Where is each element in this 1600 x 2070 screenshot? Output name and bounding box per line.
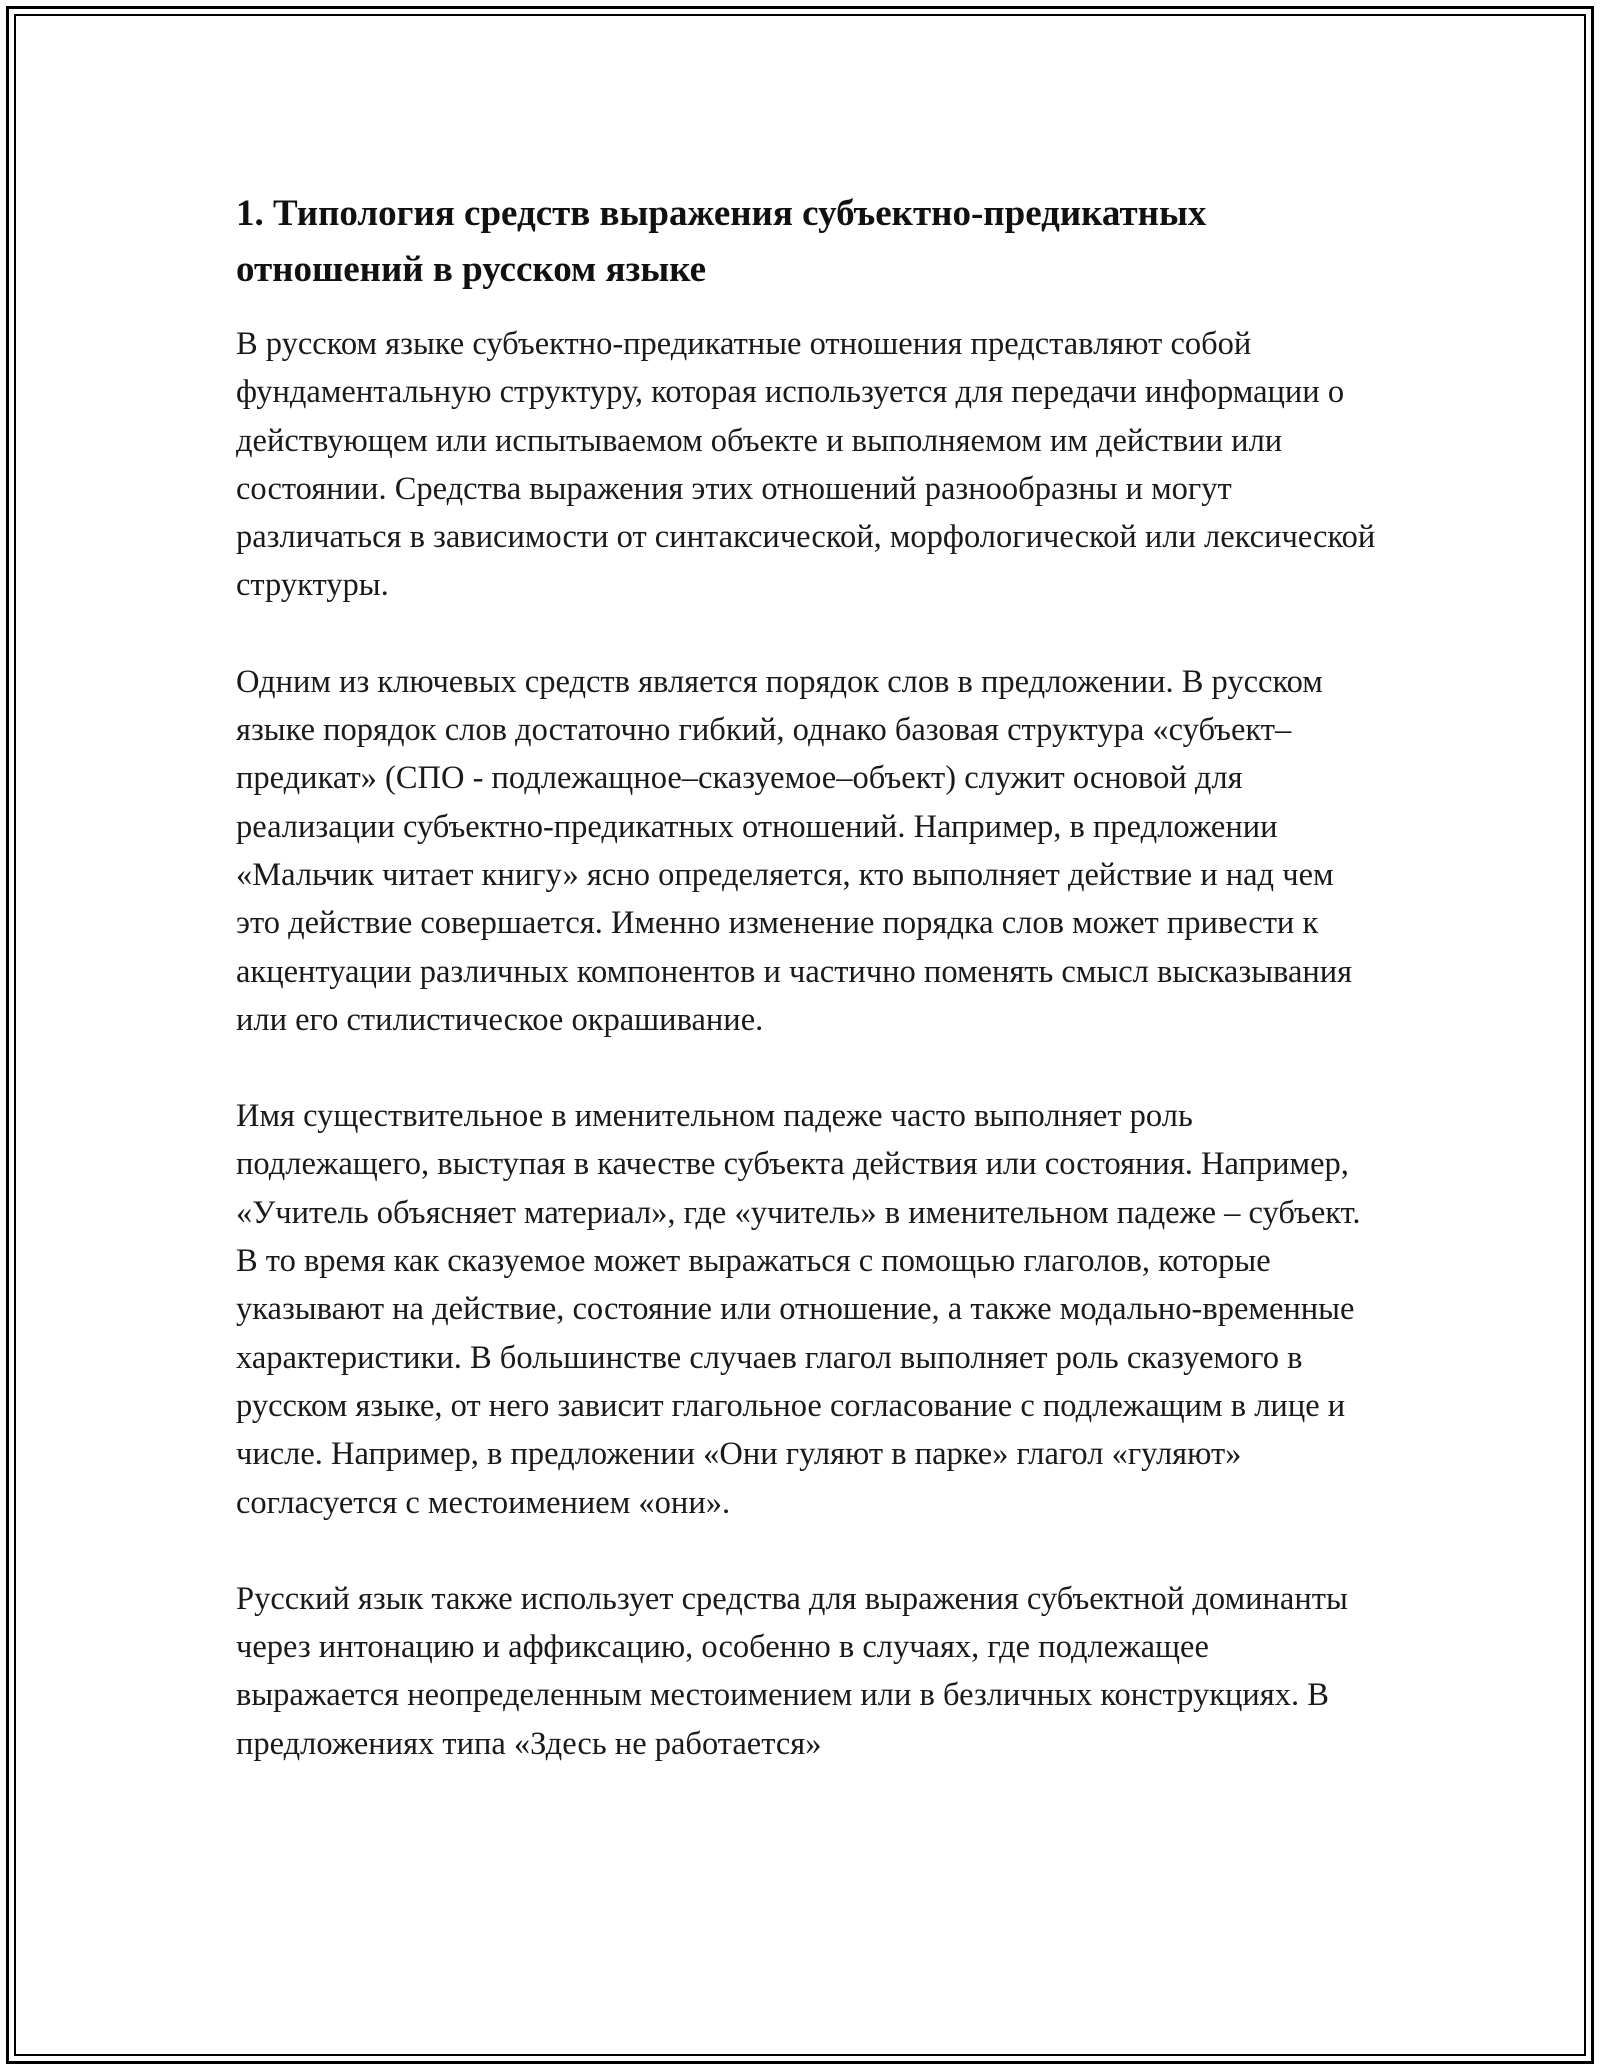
paragraph-4: Русский язык также использует средства для выражения субъектной доминанты через интонацию и аффиксацию, особенно в случаях, где подлежащее выражается неопределенным местоимением или в безличных конструкциях. В предложениях типа «Здесь не работается» <box>236 1580 1348 1762</box>
paragraph-3: Имя существительное в именительном падеже часто выполняет роль подлежащего, выступая в качестве субъекта действия или состояния. Например, «Учитель объясняет материал», где «учитель» в именительном падеже – субъект. В то время как сказуемое может выражаться с помощью глаголов, которые указывают на действие, состояние или отношение, а также модально-временные характеристики. В большинстве случаев глагол выполняет роль сказуемого в русском языке, от него зависит глагольное согласование с подлежащим в лице и числе. Например, в предложении «Они гуляют в парке» глагол «гуляют» согласуется с местоимением «они». <box>236 1098 1361 1521</box>
section-heading: 1. Типология средств выражения субъектно-предикатных отношений в русском языке <box>236 193 1207 290</box>
document-body <box>236 186 1376 1768</box>
paragraph-2: Одним из ключевых средств является порядок слов в предложении. В русском языке порядок слов достаточно гибкий, однако базовая структура «субъект–предикат» (СПО - подлежащное–сказуемое–объект) служит основой для реализации субъектно-предикатных отношений. Например, в предложении «Мальчик читает книгу» ясно определяется, кто выполняет действие и над чем это действие совершается. Именно изменение порядка слов может привести к акцентуации различных компонентов и частично поменять смысл высказывания или его стилистическое окрашивание. <box>236 663 1353 1038</box>
paragraph-1: В русском языке субъектно-предикатные отношения представляют собой фундаментальную структуру, которая используется для передачи информации о действующем или испытываемом объекте и выполняемом им действии или состоянии. Средства выражения этих отношений разнообразны и могут различаться в зависимости от синтаксической, морфологической или лексической структуры. <box>236 326 1376 604</box>
